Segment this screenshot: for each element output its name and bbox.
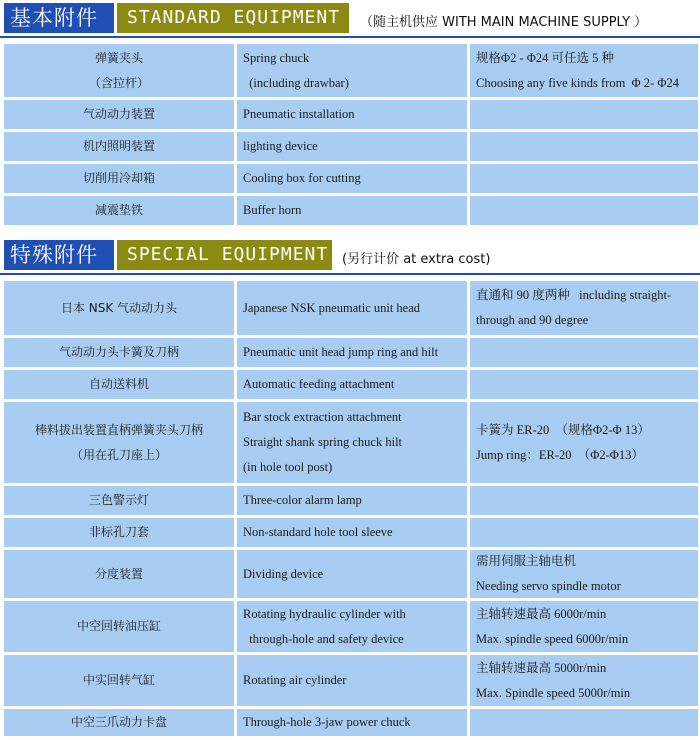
cell-line: Spring chuck — [243, 50, 310, 65]
cell-line: 三色警示灯 — [88, 493, 149, 507]
cell-line: 非标孔刀套 — [88, 525, 149, 539]
cell-line: through-hole and safety device — [243, 631, 404, 646]
special-header — [0, 240, 700, 272]
cell-line: Bar stock extraction attachment — [243, 410, 402, 424]
cell-line: Max. spindle speed 6000r/min — [476, 631, 629, 646]
cell-line: 中实回转气缸 — [82, 673, 155, 687]
table-row — [4, 402, 698, 483]
special-note: (另行计价 at extra cost) — [342, 252, 491, 267]
item-spec — [470, 132, 698, 161]
cell-line: 主轴转速最高 6000r/min — [476, 606, 607, 621]
table-row — [4, 550, 698, 598]
cell-line: Cooling box for cutting — [243, 171, 361, 185]
item-name-cn — [4, 370, 237, 399]
cell-line: （用在孔刀座上） — [70, 447, 167, 462]
cell-line: Non-standard hole tool sleeve — [243, 525, 393, 539]
cell-line: 分度装置 — [94, 566, 143, 581]
item-name-cn — [4, 196, 237, 225]
cell-line: 自动送料机 — [88, 377, 149, 391]
item-spec — [470, 709, 698, 736]
table-row — [4, 601, 698, 652]
standard-title-en: STANDARD EQUIPMENT — [117, 3, 349, 33]
special-divider — [0, 273, 700, 275]
cell-line: 主轴转速最高 5000r/min — [476, 660, 607, 675]
table-row — [4, 338, 698, 367]
item-name-en — [237, 132, 470, 161]
table-row — [4, 132, 698, 161]
item-spec — [470, 44, 698, 97]
item-name-en — [237, 518, 470, 547]
item-name-cn — [4, 601, 237, 652]
item-name-en — [237, 196, 470, 225]
item-name-cn — [4, 132, 237, 161]
cell-line: Max. Spindle speed 5000r/min — [476, 685, 631, 700]
item-name-cn — [4, 44, 237, 97]
cell-line: Rotating hydraulic cylinder with — [243, 606, 406, 621]
item-name-cn — [4, 486, 237, 515]
cell-line: 需用伺服主轴电机 — [476, 554, 577, 568]
item-name-cn — [4, 402, 237, 483]
cell-line: 切削用冷却箱 — [82, 171, 155, 185]
item-name-cn — [4, 518, 237, 547]
standard-header — [0, 3, 700, 35]
cell-line: (in hole tool post) — [243, 460, 333, 474]
item-name-en — [237, 655, 470, 706]
cell-line: 日本 NSK 气动动力头 — [60, 300, 178, 315]
special-title-en: SPECIAL EQUIPMENT — [117, 240, 332, 270]
cell-line: 气动动力装置 — [82, 107, 155, 121]
cell-line: Dividing device — [243, 566, 324, 581]
item-spec — [470, 370, 698, 399]
cell-line: Rotating air cylinder — [243, 673, 347, 687]
table-row — [4, 709, 698, 736]
item-name-en — [237, 709, 470, 736]
table-row — [4, 164, 698, 193]
cell-line: 中空回转油压缸 — [76, 619, 161, 633]
table-row — [4, 486, 698, 515]
cell-line: lighting device — [243, 139, 318, 153]
table-row — [4, 655, 698, 706]
table-row — [4, 100, 698, 129]
item-name-en — [237, 338, 470, 367]
item-name-cn — [4, 709, 237, 736]
item-name-en — [237, 164, 470, 193]
item-name-cn — [4, 281, 237, 335]
cell-line: Through-hole 3-jaw power chuck — [243, 715, 411, 729]
item-name-en — [237, 402, 470, 483]
item-name-cn — [4, 550, 237, 598]
cell-line: Choosing any five kinds from Φ 2- Φ24 — [476, 75, 679, 90]
cell-line: 气动动力头卡簧及刀柄 — [58, 345, 179, 359]
cell-line: Needing servo spindle motor — [476, 579, 621, 593]
item-spec — [470, 486, 698, 515]
standard-note: （随主机供应 WITH MAIN MACHINE SUPPLY ） — [360, 15, 648, 30]
cell-line: Japanese NSK pneumatic unit head — [243, 300, 421, 315]
cell-line: （含拉杆） — [88, 75, 149, 90]
item-spec — [470, 281, 698, 335]
item-name-en — [237, 44, 470, 97]
item-spec — [470, 550, 698, 598]
cell-line: 卡簧为 ER-20 （规格Φ2-Φ 13） — [476, 422, 650, 437]
item-name-cn — [4, 655, 237, 706]
item-name-cn — [4, 100, 237, 129]
cell-line: Pneumatic unit head jump ring and hilt — [243, 345, 439, 359]
item-spec — [470, 601, 698, 652]
cell-line: (including drawbar) — [243, 75, 349, 90]
standard-title-cn: 基本附件 — [4, 3, 114, 33]
table-row — [4, 281, 698, 335]
item-spec — [470, 338, 698, 367]
cell-line: 中空三爪动力卡盘 — [70, 715, 167, 729]
standard-divider — [0, 36, 700, 38]
item-name-en — [237, 281, 470, 335]
item-name-en — [237, 550, 470, 598]
table-row — [4, 370, 698, 399]
item-name-en — [237, 100, 470, 129]
cell-line: Three-color alarm lamp — [243, 493, 362, 507]
cell-line: through and 90 degree — [476, 313, 589, 327]
cell-line: 弹簧夹头 — [94, 50, 143, 65]
cell-line: Straight shank spring chuck hilt — [243, 435, 403, 449]
item-spec — [470, 164, 698, 193]
table-row — [4, 196, 698, 225]
item-name-en — [237, 370, 470, 399]
table-row — [4, 518, 698, 547]
item-name-cn — [4, 338, 237, 367]
cell-line: Jump ring：ER-20 （Φ2-Φ13） — [476, 447, 644, 462]
special-title-cn: 特殊附件 — [4, 240, 114, 270]
table-row — [4, 44, 698, 97]
cell-line: 减震垫铁 — [94, 203, 143, 217]
cell-line: 棒料拔出装置直柄弹簧夹头刀柄 — [34, 422, 203, 437]
cell-line: 规格Φ2 - Φ24 可任选 5 种 — [476, 50, 615, 65]
item-spec — [470, 518, 698, 547]
item-spec — [470, 196, 698, 225]
cell-line: 直通和 90 度两种 including straight- — [476, 288, 672, 302]
item-name-cn — [4, 164, 237, 193]
cell-line: 机内照明装置 — [82, 139, 155, 153]
cell-line: Pneumatic installation — [243, 107, 355, 121]
cell-line: Automatic feeding attachment — [243, 377, 395, 391]
item-name-en — [237, 601, 470, 652]
item-spec — [470, 402, 698, 483]
item-spec — [470, 100, 698, 129]
cell-line: Buffer horn — [243, 203, 302, 217]
item-name-en — [237, 486, 470, 515]
item-spec — [470, 655, 698, 706]
